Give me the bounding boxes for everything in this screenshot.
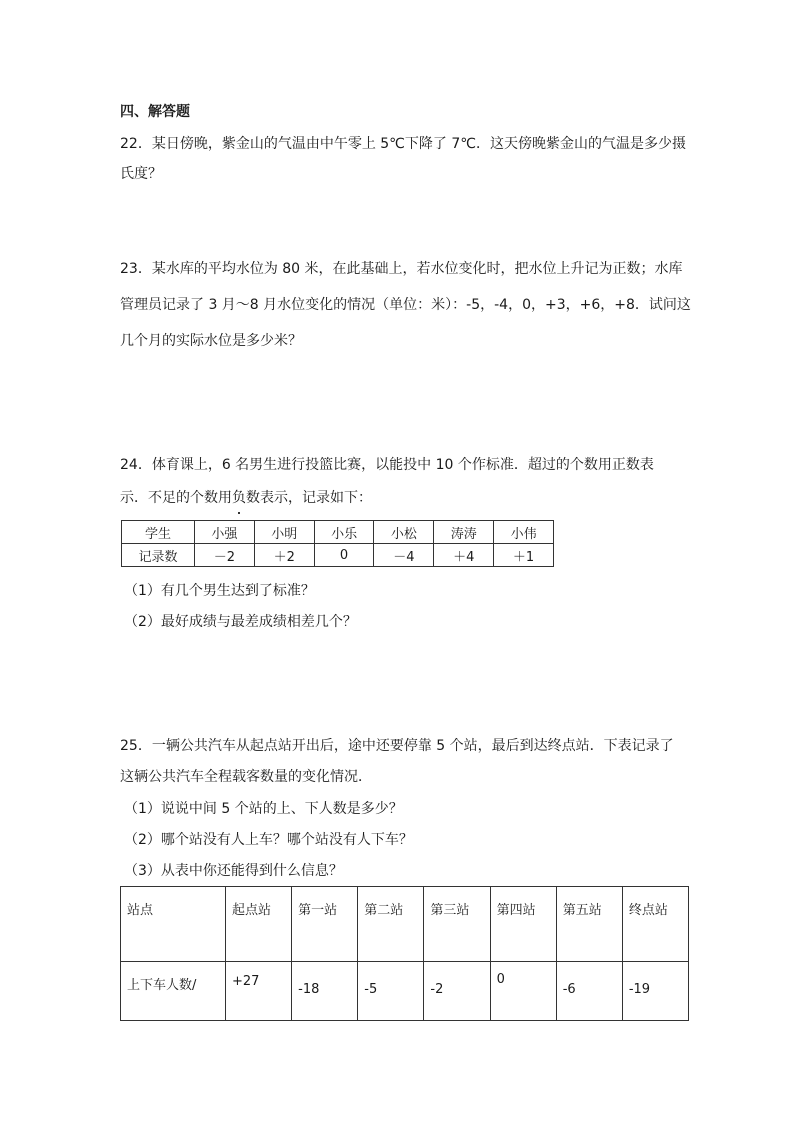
table-cell: 上下车人数/ [121, 962, 226, 1021]
table-cell: －4 [374, 544, 434, 567]
q24-sub-2: （2）最好成绩与最差成绩相差几个？ [124, 614, 357, 630]
table-cell: 第三站 [424, 887, 490, 962]
table-cell: 0 [314, 544, 374, 567]
table-cell: 第四站 [490, 887, 556, 962]
table-cell: 第一站 [292, 887, 358, 962]
table-cell: 0 [490, 962, 556, 1021]
table-cell: 终点站 [622, 887, 688, 962]
table-cell: -2 [424, 962, 490, 1021]
table-cell: 学生 [122, 521, 195, 544]
table-cell: 小伟 [494, 521, 554, 544]
q22-line-2: 氏度？ [120, 166, 162, 182]
table-cell: 小明 [254, 521, 314, 544]
table-cell: ＋4 [434, 544, 494, 567]
table-cell: -18 [292, 962, 358, 1021]
table-cell: 第五站 [556, 887, 622, 962]
table-cell: 起点站 [226, 887, 292, 962]
q25-sub-1: （1）说说中间 5 个站的上、下人数是多少？ [124, 801, 403, 817]
table-cell: 小强 [195, 521, 255, 544]
table-row [122, 544, 554, 567]
q25-line-1: 25．一辆公共汽车从起点站开出后，途中还要停靠 5 个站，最后到达终点站．下表记录了 [120, 738, 674, 754]
table-cell: -6 [556, 962, 622, 1021]
q24-score-table [121, 520, 554, 567]
table-cell: 小乐 [314, 521, 374, 544]
table-cell: 第二站 [358, 887, 424, 962]
q25-sub-2: （2）哪个站没有人上车？哪个站没有人下车？ [124, 832, 413, 848]
table-cell: ＋1 [494, 544, 554, 567]
table-header-row [122, 521, 554, 544]
q25-bus-table [120, 886, 689, 1021]
table-cell: 站点 [121, 887, 226, 962]
q25-line-2: 这辆公共汽车全程载客数量的变化情况． [120, 769, 372, 785]
table-cell: -5 [358, 962, 424, 1021]
table-cell: +27 [226, 962, 292, 1021]
q24-line-2: 示．不足的个数用负数表示，记录如下： [120, 490, 372, 506]
q23-line-2: 管理员记录了 3 月～8 月水位变化的情况（单位：米）：-5，-4，0，+3，+6，+8．试问这 [120, 297, 691, 313]
q23-line-1: 23．某水库的平均水位为 80 米，在此基础上，若水位变化时，把水位上升记为正数；水库 [120, 261, 683, 277]
table-cell: －2 [195, 544, 255, 567]
table-header-row [121, 887, 689, 962]
table-cell: -19 [622, 962, 688, 1021]
section-title: 四、解答题 [120, 104, 190, 120]
q22-line-1: 22．某日傍晚，紫金山的气温由中午零上 5℃下降了 7℃．这天傍晚紫金山的气温是多少摄 [120, 136, 686, 152]
q24-sub-1: （1）有几个男生达到了标准？ [124, 583, 315, 599]
q23-line-3: 几个月的实际水位是多少米？ [120, 333, 302, 349]
table-cell: 记录数 [122, 544, 195, 567]
stray-mark [238, 512, 240, 514]
table-row [121, 962, 689, 1021]
table-cell: 涛涛 [434, 521, 494, 544]
q25-sub-3: （3）从表中你还能得到什么信息？ [124, 863, 343, 879]
table-cell: ＋2 [254, 544, 314, 567]
table-cell: 小松 [374, 521, 434, 544]
q24-line-1: 24．体育课上，6 名男生进行投篮比赛，以能投中 10 个作标准．超过的个数用正数表 [120, 457, 654, 473]
